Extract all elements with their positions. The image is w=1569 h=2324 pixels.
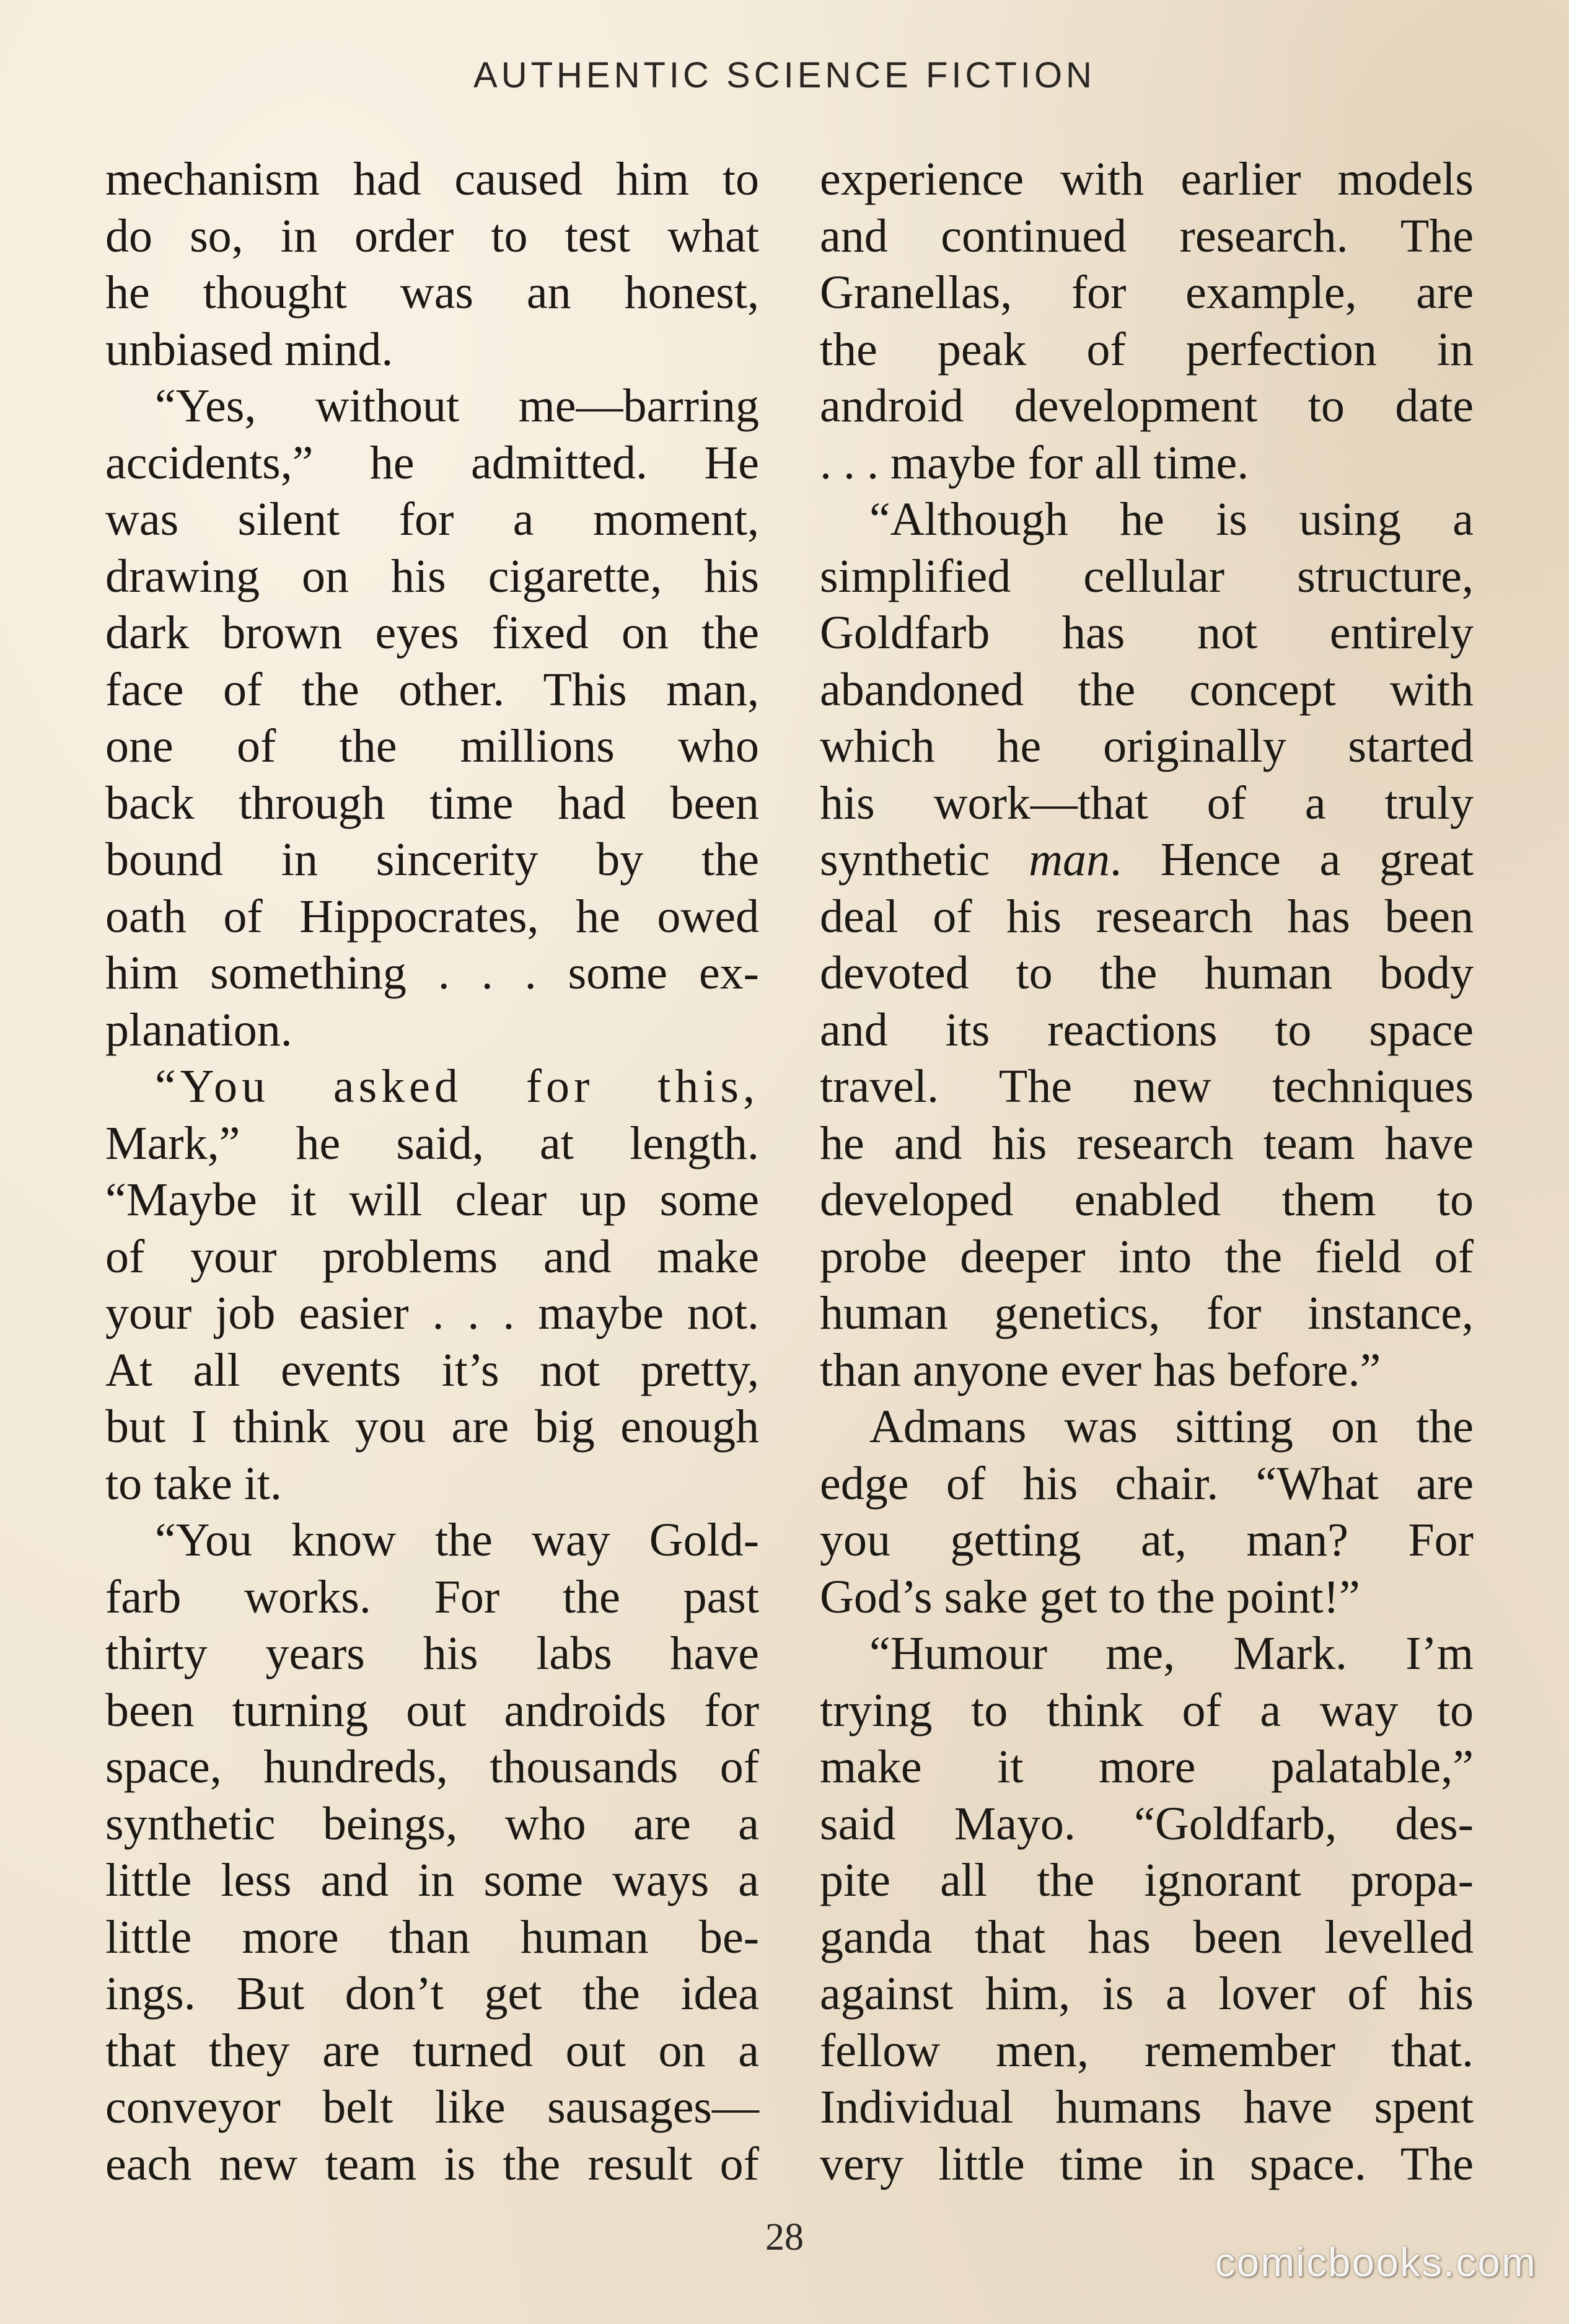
text-line: Mark,” he said, at length. <box>105 1117 759 1169</box>
text-line: and its reactions to space <box>820 1003 1474 1056</box>
text-line: Goldfarb has not entirely <box>820 607 1474 659</box>
watermark: comicbooks.com <box>1215 2239 1537 2285</box>
text-line: he and his research team have <box>820 1117 1474 1169</box>
text-line: edge of his chair. “What are <box>820 1457 1474 1510</box>
text-line: “You asked for this, <box>155 1060 759 1112</box>
text-line: travel. The new techniques <box>820 1060 1474 1112</box>
right-column <box>820 151 1474 2193</box>
page-number: 28 <box>765 2216 804 2258</box>
text-line: back through time had been <box>105 777 759 829</box>
text-line: but I think you are big enough <box>105 1401 759 1453</box>
text-line: trying to think of a way to <box>820 1684 1474 1736</box>
text-line: him something . . . some ex- <box>105 947 759 999</box>
text-line: devoted to the human body <box>820 947 1474 999</box>
text-line: abandoned the concept with <box>820 663 1474 716</box>
text-line: “You know the way Gold- <box>155 1514 759 1566</box>
text-line: planation. <box>105 1003 292 1056</box>
text-line: “Although he is using a <box>869 493 1474 545</box>
text-line: face of the other. This man, <box>105 663 759 716</box>
text-line: oath of Hippocrates, he owed <box>105 890 759 943</box>
text-line: farb works. For the past <box>105 1570 759 1623</box>
running-title: AUTHENTIC SCIENCE FICTION <box>473 55 1096 95</box>
text-line: accidents,” he admitted. He <box>105 436 759 489</box>
text-line: dark brown eyes fixed on the <box>105 607 759 659</box>
text-line: “Yes, without me—barring <box>155 380 759 432</box>
text-line: was silent for a moment, <box>105 493 759 545</box>
text-line: God’s sake get to the point!” <box>820 1570 1360 1623</box>
text-line: do so, in order to test what <box>105 209 759 262</box>
text-line: his work—that of a truly <box>820 777 1474 829</box>
text-line: . . . maybe for all time. <box>820 436 1249 489</box>
text-line: Individual humans have spent <box>820 2081 1474 2133</box>
text-line: your job easier . . . maybe not. <box>105 1287 759 1339</box>
text-line: said Mayo. “Goldfarb, des- <box>820 1797 1474 1850</box>
text-line: to take it. <box>105 1457 282 1510</box>
text-line: been turning out androids for <box>105 1684 759 1736</box>
text-line: space, hundreds, thousands of <box>105 1741 759 1793</box>
text-line: “Humour me, Mark. I’m <box>869 1627 1474 1679</box>
text-line: make it more palatable,” <box>820 1741 1474 1793</box>
text-line: each new team is the result of <box>105 2137 759 2190</box>
text-line: mechanism had caused him to <box>105 153 759 205</box>
text-line: android development to date <box>820 380 1474 432</box>
text-line: little more than human be- <box>105 1911 759 1963</box>
text-line: that they are turned out on a <box>105 2024 759 2077</box>
text-line: probe deeper into the field of <box>820 1230 1474 1283</box>
italic-emphasis: man <box>1029 834 1110 886</box>
text-line-italic: synthetic man. Hence a great <box>820 834 1474 886</box>
text-line: human genetics, for instance, <box>820 1287 1474 1339</box>
text-line: ganda that has been levelled <box>820 1911 1474 1963</box>
text-line: little less and in some ways a <box>105 1854 759 1906</box>
text-line: and continued research. The <box>820 209 1474 262</box>
text-line: conveyor belt like sausages— <box>105 2081 759 2133</box>
text-line: one of the millions who <box>105 720 759 772</box>
text-line: you getting at, man? For <box>820 1514 1474 1566</box>
text-line: than anyone ever has before.” <box>820 1344 1381 1396</box>
text-line: against him, is a lover of his <box>820 1968 1474 2020</box>
text-line: “Maybe it will clear up some <box>105 1174 759 1226</box>
text-line: thirty years his labs have <box>105 1627 759 1679</box>
text-line: he thought was an honest, <box>105 266 759 319</box>
text-line: simplified cellular structure, <box>820 550 1474 602</box>
text-line: very little time in space. The <box>820 2137 1474 2190</box>
text-line: unbiased mind. <box>105 323 393 376</box>
text-line: Admans was sitting on the <box>869 1401 1474 1453</box>
text-line: fellow men, remember that. <box>820 2024 1474 2077</box>
text-line: Granellas, for example, are <box>820 266 1474 319</box>
text-line: pite all the ignorant propa- <box>820 1854 1474 1906</box>
text-line: ings. But don’t get the idea <box>105 1968 759 2020</box>
text-line: experience with earlier models <box>820 153 1474 205</box>
text-line: drawing on his cigarette, his <box>105 550 759 602</box>
text-line: At all events it’s not pretty, <box>105 1344 759 1396</box>
text-line: bound in sincerity by the <box>105 834 759 886</box>
text-line: the peak of perfection in <box>820 323 1474 376</box>
text-line: deal of his research has been <box>820 890 1474 943</box>
left-column <box>105 151 759 2193</box>
text-line: developed enabled them to <box>820 1174 1474 1226</box>
text-line: which he originally started <box>820 720 1474 772</box>
text-line: of your problems and make <box>105 1230 759 1283</box>
text-line: synthetic beings, who are a <box>105 1797 759 1850</box>
